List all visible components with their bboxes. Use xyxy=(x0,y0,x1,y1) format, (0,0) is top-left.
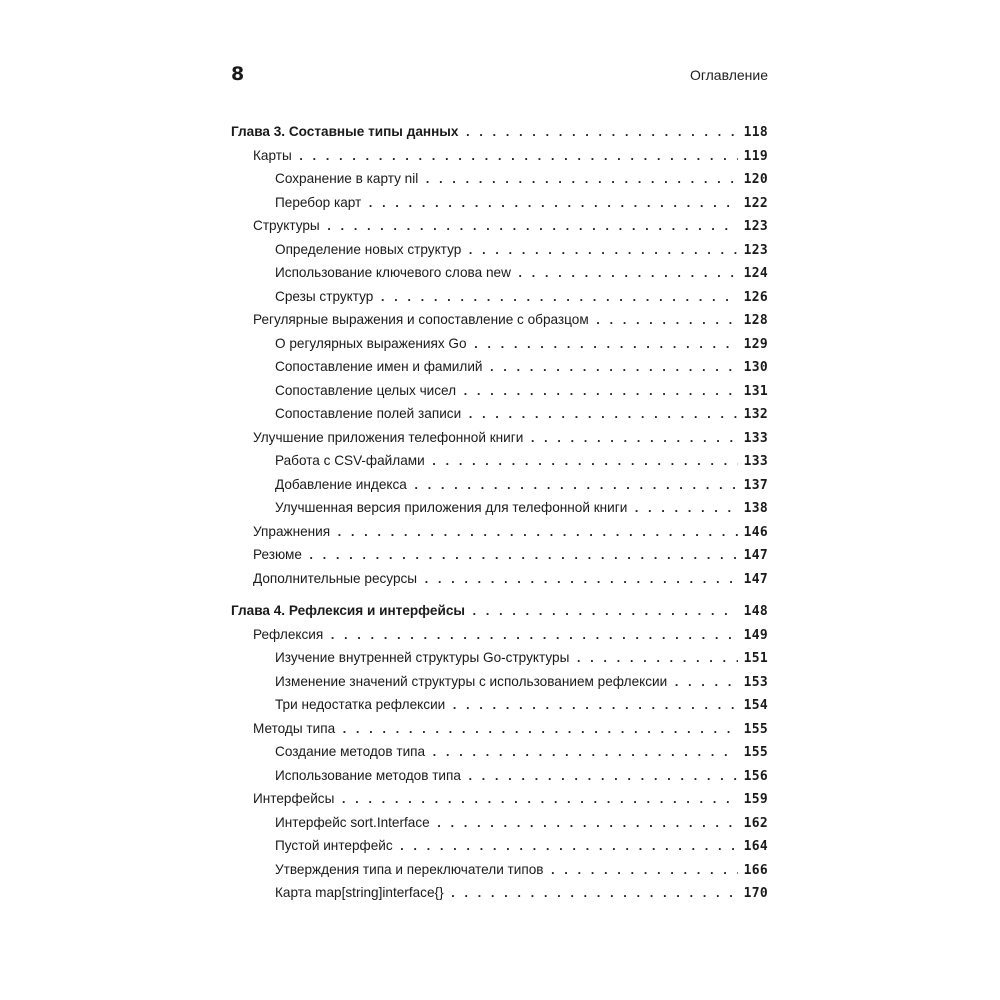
toc-entry-title: О регулярных выражениях Go xyxy=(275,335,467,351)
toc-section-entry xyxy=(231,520,768,544)
toc-section-entry xyxy=(231,214,768,238)
toc-subsection-entry xyxy=(231,881,768,905)
toc-entry-page: 164 xyxy=(743,839,768,854)
dot-leader xyxy=(308,544,738,568)
dot-leader xyxy=(529,427,737,451)
toc-entry-page: 138 xyxy=(743,501,768,516)
toc-entry-title: Сопоставление имен и фамилий xyxy=(275,359,483,374)
toc-subsection-entry xyxy=(231,764,768,788)
toc-entry-page: 126 xyxy=(743,289,768,305)
toc-subsection-entry xyxy=(231,740,768,764)
toc-section-entry xyxy=(231,623,768,647)
toc-subsection-entry xyxy=(231,670,768,694)
dot-leader xyxy=(431,450,738,474)
toc-entry-title: Интерфейсы xyxy=(253,791,335,806)
toc-entry-title: Использование методов типа xyxy=(275,767,461,783)
toc-subsection-entry xyxy=(231,191,768,215)
toc-entry-page: 118 xyxy=(743,125,768,140)
toc-chapter-entry xyxy=(231,599,768,623)
toc-entry-page: 123 xyxy=(743,219,768,234)
toc-entry-title: Использование ключевого слова new xyxy=(275,265,511,280)
toc-subsection-entry xyxy=(231,858,768,882)
dot-leader xyxy=(517,262,738,286)
page-number: 8 xyxy=(231,63,245,85)
toc-entry-title: Глава 3. Составные типы данных xyxy=(231,124,459,139)
dot-leader xyxy=(489,356,738,380)
toc-entry-page: 147 xyxy=(743,548,768,563)
toc-subsection-entry xyxy=(231,261,768,285)
toc-entry-page: 129 xyxy=(743,336,768,352)
toc-section-entry xyxy=(231,567,768,591)
dot-leader xyxy=(379,286,737,310)
dot-leader xyxy=(431,741,738,765)
toc-entry-page: 155 xyxy=(743,745,768,760)
dot-leader xyxy=(464,121,737,145)
dot-leader xyxy=(467,403,737,427)
toc-section-entry xyxy=(231,308,768,332)
toc-entry-page: 131 xyxy=(743,383,768,399)
toc-entry-page: 151 xyxy=(743,651,768,666)
toc-entry-title: Изучение внутренней структуры Go-структуры xyxy=(275,650,570,665)
dot-leader xyxy=(450,882,738,906)
toc-entry-title: Определение новых структур xyxy=(275,241,462,257)
toc-subsection-entry xyxy=(231,449,768,473)
toc-subsection-entry xyxy=(231,834,768,858)
toc-entry-page: 154 xyxy=(743,698,768,713)
toc-entry-title: Пустой интерфейс xyxy=(275,838,393,853)
toc-entry-title: Срезы структур xyxy=(275,288,374,304)
toc-entry-title: Три недостатка рефлексии xyxy=(275,697,446,712)
toc-subsection-entry xyxy=(231,646,768,670)
toc-entry-page: 148 xyxy=(743,604,768,619)
toc-entry-title: Перебор карт xyxy=(275,194,362,210)
toc-entry-title: Упражнения xyxy=(253,523,331,539)
toc-entry-page: 123 xyxy=(743,242,768,258)
dot-leader xyxy=(424,168,737,192)
dot-leader xyxy=(336,521,737,545)
toc-section-entry xyxy=(231,426,768,450)
toc-entry-page: 159 xyxy=(743,792,768,807)
dot-leader xyxy=(462,380,738,404)
toc-entry-page: 170 xyxy=(743,886,768,901)
toc-subsection-entry xyxy=(231,496,768,520)
toc-entry-title: Дополнительные ресурсы xyxy=(253,570,418,586)
dot-leader xyxy=(467,765,738,789)
toc-entry-title: Интерфейс sort.Interface xyxy=(275,814,430,830)
toc-entry-title: Глава 4. Рефлексия и интерфейсы xyxy=(231,603,465,618)
toc-subsection-entry xyxy=(231,402,768,426)
toc-section-entry xyxy=(231,787,768,811)
dot-leader xyxy=(341,718,737,742)
toc-subsection-entry xyxy=(231,473,768,497)
toc-entry-title: Методы типа xyxy=(253,720,336,736)
toc-section-entry xyxy=(231,543,768,567)
dot-leader xyxy=(436,812,738,836)
dot-leader xyxy=(413,474,738,498)
toc-entry-title: Сопоставление полей записи xyxy=(275,406,462,421)
toc-entry-page: 149 xyxy=(743,627,768,643)
toc-section-entry xyxy=(231,144,768,168)
toc-entry-title: Добавление индекса xyxy=(275,476,407,492)
toc-entry-title: Резюме xyxy=(253,547,302,562)
toc-subsection-entry xyxy=(231,285,768,309)
dot-leader xyxy=(550,859,738,883)
toc-chapter-entry xyxy=(231,120,768,144)
toc-entry-title: Утверждения типа и переключатели типов xyxy=(275,861,544,877)
dot-leader xyxy=(467,239,737,263)
toc-subsection-entry xyxy=(231,355,768,379)
toc-entry-page: 153 xyxy=(743,674,768,690)
toc-entry-title: Карты xyxy=(253,147,292,163)
chapter-block xyxy=(231,120,768,590)
toc-subsection-entry xyxy=(231,693,768,717)
toc-entry-page: 166 xyxy=(743,862,768,878)
toc-entry-title: Работа с CSV-файлами xyxy=(275,453,425,468)
toc-subsection-entry xyxy=(231,238,768,262)
toc-entry-page: 119 xyxy=(743,148,768,164)
table-of-contents xyxy=(231,120,768,914)
toc-entry-page: 133 xyxy=(743,430,768,446)
toc-entry-page: 146 xyxy=(743,524,768,540)
toc-section-entry xyxy=(231,717,768,741)
dot-leader xyxy=(575,647,737,671)
dot-leader xyxy=(451,694,737,718)
toc-entry-page: 128 xyxy=(743,313,768,328)
toc-entry-title: Регулярные выражения и сопоставление с образцом xyxy=(253,312,589,327)
toc-entry-page: 133 xyxy=(743,454,768,469)
dot-leader xyxy=(340,788,737,812)
toc-entry-page: 155 xyxy=(743,721,768,737)
toc-entry-page: 120 xyxy=(743,172,768,187)
dot-leader xyxy=(473,333,738,357)
chapter-block xyxy=(231,599,768,905)
toc-entry-page: 156 xyxy=(743,768,768,784)
dot-leader xyxy=(399,835,738,859)
toc-subsection-entry xyxy=(231,332,768,356)
toc-entry-page: 124 xyxy=(743,266,768,281)
toc-entry-page: 137 xyxy=(743,477,768,493)
toc-entry-title: Рефлексия xyxy=(253,626,324,642)
toc-entry-page: 147 xyxy=(743,571,768,587)
toc-entry-title: Карта map[string]interface{} xyxy=(275,885,444,900)
dot-leader xyxy=(471,600,738,624)
dot-leader xyxy=(673,671,737,695)
running-title: Оглавление xyxy=(689,67,768,83)
toc-subsection-entry xyxy=(231,379,768,403)
dot-leader xyxy=(367,192,737,216)
toc-entry-title: Создание методов типа xyxy=(275,744,426,759)
toc-entry-title: Улучшенная версия приложения для телефонной книги xyxy=(275,500,628,515)
toc-entry-title: Улучшение приложения телефонной книги xyxy=(253,429,524,445)
toc-entry-page: 162 xyxy=(743,815,768,831)
toc-entry-title: Сохранение в карту nil xyxy=(275,171,419,186)
toc-entry-page: 130 xyxy=(743,360,768,375)
dot-leader xyxy=(326,215,738,239)
toc-entry-page: 122 xyxy=(743,195,768,211)
dot-leader xyxy=(595,309,738,333)
toc-subsection-entry xyxy=(231,811,768,835)
toc-subsection-entry xyxy=(231,167,768,191)
toc-entry-title: Сопоставление целых чисел xyxy=(275,382,457,398)
dot-leader xyxy=(423,568,738,592)
toc-entry-page: 132 xyxy=(743,407,768,422)
dot-leader xyxy=(633,497,737,521)
toc-entry-title: Изменение значений структуры с использованием рефлексии xyxy=(275,673,668,689)
toc-entry-title: Структуры xyxy=(253,218,320,233)
dot-leader xyxy=(329,624,737,648)
dot-leader xyxy=(298,145,738,169)
